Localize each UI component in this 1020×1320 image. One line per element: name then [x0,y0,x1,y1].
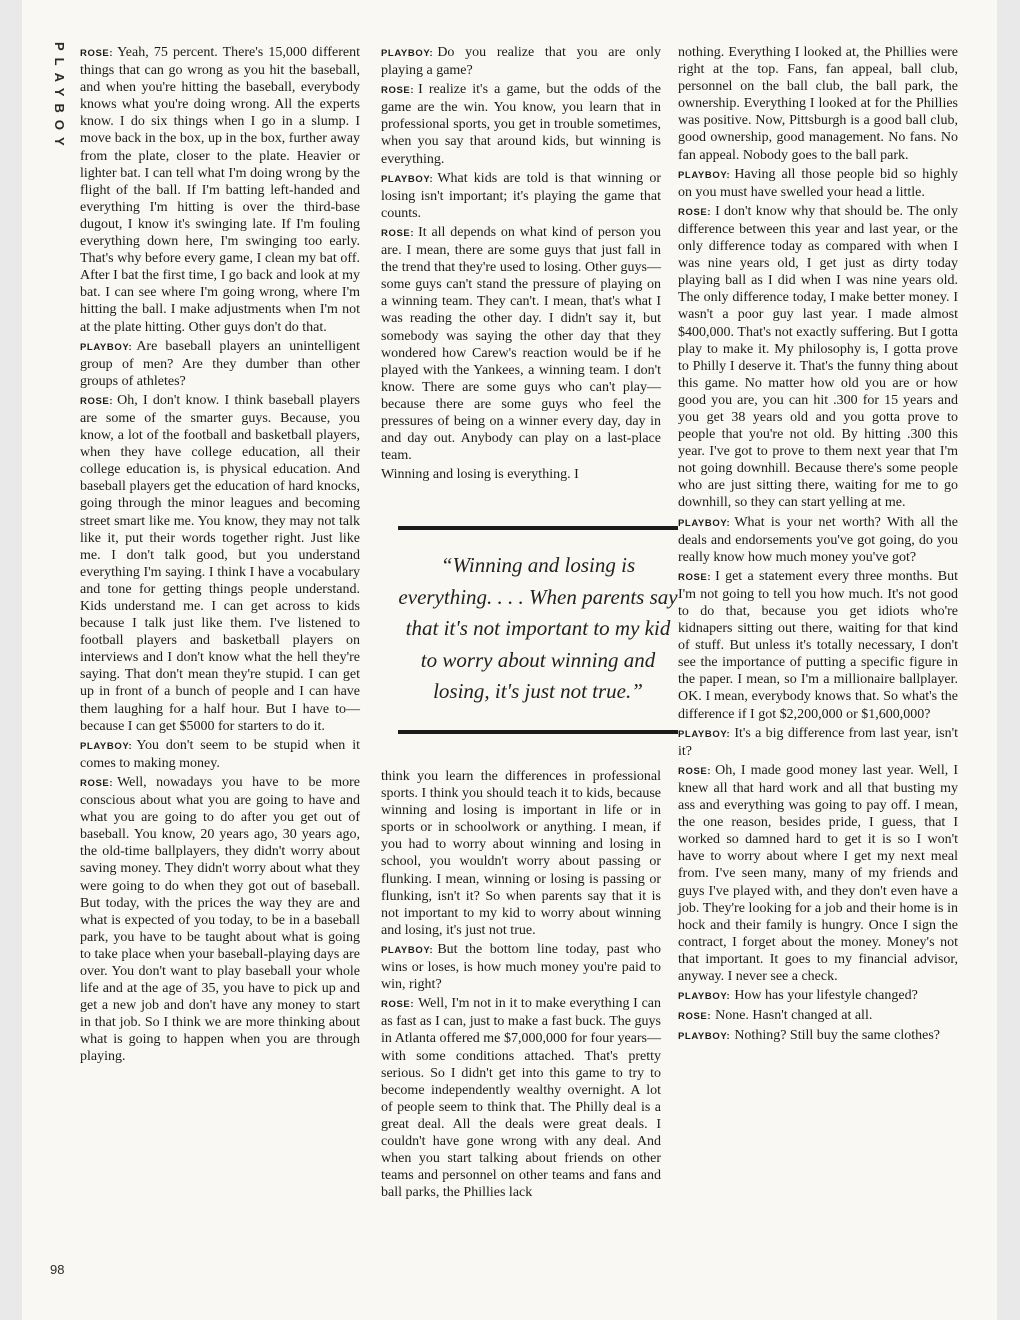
paragraph-text: How has your lifestyle changed? [734,988,918,1004]
paragraph-text: think you learn the differences in professional sports. I think you should teach it to kids, because winning and losing is important in life or in sports or in schoolwork or anything. I mean, if you had to worry about winning and losing in school, you wouldn't worry about passing or flunking. I mean, winning or losing is passing or flunking, isn't it? So when parents say that it is not important to my kid to worry about winning and losing, it's just not true. [381,769,661,938]
speaker-label: PLAYBOY: [678,1031,731,1043]
speaker-label: PLAYBOY: [678,991,731,1003]
column-2-top [381,44,661,485]
paragraph-text: Yeah, 75 percent. There's 15,000 different things that can go wrong as you hit the baseball, and when you're hitting the baseball, everybody knows what you're doing wrong. All the experts know. I do six things when I go in a slump. I move back in the box, up in the box, further away from the plate, closer to the plate. Heavier or lighter bat. I can tell what I'm doing wrong by the flight of the ball. If I'm batting left-handed and everything I'm hitting is over the third-base dugout, I know it's swinging late. If I'm fouling everything down here, I'm swinging too early. That's why before every game, I clean my bat off. After I bat the first time, I go back and look at my bat. I can see where I'm going wrong, where I'm hitting the ball. I make adjustments when I'm not at the plate hitting. Other guys don't do that. [80,45,360,335]
column-1 [80,44,360,1068]
speaker-label: ROSE: [678,1011,712,1023]
paragraph-text: It all depends on what kind of person you are. I mean, there are some guys that just fall in the trend that they're used to losing. Other guys—some guys can't stand the pressure of playing on a winning team. They can't. I mean, that's what I was reading the other day. I didn't say it, but somebody was saying the other day that they wondered how Carew's reaction would be if he played with the Yankees, a winning team. I don't know. There are some guys who can't play—because there are some guys who feel the pressures of being on a winner every day, day in and day out. Anybody can play on a last-place team. [381,224,661,464]
paragraph-text: Oh, I made good money last year. Well, I knew all that hard work and all that busting my ass and everything was going to pay off. I mean, the one reason, besides pride, I guess, that I worked so damned hard to get it is so I won't have to worry about where I get my next meal from. I've seen many, many of my friends and guys I've played with, and they don't even have a job. They're looking for a job and their home is in hock and their family is hungry. Once I sign the contract, I forget about the money. Money's not that important. It goes to my financial advisor, anyway. I never see a check. [678,762,958,984]
interview-paragraph [381,224,661,464]
paragraph-text: I get a statement every three months. But I'm not going to tell you how much. It's not good to do that, because you get idiots who're kidnapers sitting out there, waiting for that kind of stuff. But unless it's totally necessary, I don't see the importance of putting a specific figure in the paper. I mean, so I'm a millionaire ballplayer. OK. I mean, everybody knows that. So what's the difference if I got $2,200,000 or $1,600,000? [678,568,958,722]
interview-paragraph [381,170,661,222]
speaker-label: ROSE: [678,571,712,583]
interview-paragraph [80,338,360,390]
speaker-label: ROSE: [381,999,415,1011]
pull-quote-text: “Winning and losing is everything. . . . When parents say that it's not important to my kid to worry about winning and losing, it's just not true.” [398,553,678,703]
paragraph-text: Winning and losing is everything. I [381,467,579,483]
speaker-label: PLAYBOY: [80,341,133,353]
speaker-label: PLAYBOY: [678,169,731,181]
magazine-name: PLAYBOY [52,42,67,153]
interview-paragraph [381,44,661,79]
speaker-label: ROSE: [80,777,114,789]
paragraph-text: Are baseball players an unintelligent group of men? Are they dumber than other groups of athletes? [80,338,360,389]
magazine-page [22,0,997,1320]
speaker-label: PLAYBOY: [80,740,133,752]
paragraph-text: What kids are told is that winning or losing isn't important; it's playing the game that counts. [381,170,661,221]
interview-paragraph [381,941,661,993]
interview-paragraph [678,762,958,985]
interview-paragraph [678,44,958,164]
speaker-label: PLAYBOY: [381,48,434,59]
speaker-label: ROSE: [80,395,114,407]
speaker-label: PLAYBOY: [678,517,731,529]
speaker-label: PLAYBOY: [381,173,434,185]
column-3 [678,44,958,1047]
interview-paragraph [678,203,958,512]
interview-paragraph [381,768,661,939]
paragraph-text: What is your net worth? With all the deals and endorsements you've got going, do you really know how much money you've got? [678,514,958,565]
speaker-label: ROSE: [381,227,415,239]
interview-paragraph [80,44,360,336]
interview-paragraph [381,995,661,1201]
pull-quote [398,526,678,734]
paragraph-text: Having all those people bid so highly on you must have swelled your head a little. [678,166,958,200]
speaker-label: ROSE: [678,765,712,777]
interview-paragraph [678,725,958,760]
speaker-label: ROSE: [678,206,712,218]
paragraph-text: But the bottom line today, past who wins or loses, is how much money you're paid to win, right? [381,941,661,993]
interview-paragraph [678,987,958,1005]
interview-paragraph [381,466,661,483]
interview-paragraph [80,774,360,1066]
interview-paragraph [381,81,661,167]
interview-paragraph [678,1007,958,1025]
speaker-label: ROSE: [381,85,415,97]
paragraph-text: Well, nowadays you have to be more conscious about what you are going to have and what you are going to do after you get out of baseball. You know, 20 years ago, 30 years ago, the old-time ballplayers, they didn't worry about saving money. They didn't worry about what they were going to do when they got out of baseball. But today, with the prices the way they are and what is expected of you today, to be in a baseball park, you have to be taught about what is going to take place when your baseball-playing days are over. You don't want to play baseball your whole life and at the age of 35, you have to pick up and get a new job and don't have any money to start in that job. So I think we are more thinking about what is going to happen when you are through playing. [80,774,360,1065]
paragraph-text: You don't seem to be stupid when it comes to making money. [80,737,360,771]
speaker-label: PLAYBOY: [678,728,731,740]
paragraph-text: Nothing? Still buy the same clothes? [734,1028,940,1044]
paragraph-text: I realize it's a game, but the odds of the game are the win. You know, you learn that in professional sports, you get in trouble sometimes, when you say that around kids, but winning is everything. [381,82,661,167]
interview-paragraph [80,392,360,735]
speaker-label: PLAYBOY: [381,944,434,956]
paragraph-text: I don't know why that should be. The only difference between this year and last year, or the only difference today as compared with when I was nine years old, I get just as dirty today playing ball as I did when I was nine years old. The only difference today, I make better money. I wasn't a poor guy last year. I made almost $400,000. That's not exactly suffering. But I gotta play to make it. My philosophy is, I gotta prove to Philly I deserve it. That's the funny thing about this game. No matter how old you are or how good you are, you can hit .300 for 15 years and you get 38 years old and you gotta prove to people that you're not old. By hitting .300 this year. I've got to prove to them next year that I'm not going downhill. Because there's some people who are just sitting there, waiting for me to go downhill, so they can start yelling at me. [678,203,958,511]
interview-paragraph [678,166,958,201]
interview-paragraph [678,1027,958,1045]
interview-paragraph [80,737,360,772]
paragraph-text: None. Hasn't changed at all. [715,1008,873,1024]
paragraph-text: It's a big difference from last year, isn't it? [678,725,958,759]
paragraph-text: Well, I'm not in it to make everything I can as fast as I can, just to make a fast buck. The guys in Atlanta offered me $7,000,000 for four years—with some conditions attached. That's pretty serious. So I didn't get into this game to try to become independently wealthy overnight. A lot of people seem to think that. The Philly deal is a great deal. All the deals were great deals. I couldn't have gone wrong with any deal. And when you start talking about friends on other teams and personnel on other teams and fans and ball parks, the Phillies lack [381,996,661,1201]
interview-paragraph [678,514,958,566]
paragraph-text: nothing. Everything I looked at, the Phillies were right at the top. Fans, fan appeal, ball club, personnel on the ball club, the ball park, the ownership. Everything I looked at for the Phillies was positive. Now, Pittsburgh is a good ball club, good ownership, good management. No fans. No fan appeal. Nobody goes to the ball park. [678,45,958,163]
paragraph-text: Oh, I don't know. I think baseball players are some of the smarter guys. Because, you know, a lot of the football and basketball players, when they have college education, all their college education is, is physical education. And baseball players get the education of hard knocks, going through the minor leagues and becoming street smart like me. You know, they may not talk like it, put their words together right. Just like me. I don't talk good, but you understand everything I'm saying. I think I have a vocabulary and tone for getting things people understand. Kids understand me. I can get across to kids because I talk just like them. I've listened to football players and basketball players on interviews and I don't know what the hell they're saying. That don't mean they're stupid. I can get up in front of a bunch of people and I can have them laughing for a half hour. But I have to—because I can get $5000 for starters to do it. [80,392,360,734]
interview-paragraph [678,568,958,723]
speaker-label: ROSE: [80,48,114,59]
page-number: 98 [50,1262,65,1277]
column-2-bottom [381,768,661,1203]
paragraph-text: Do you realize that you are only playing a game? [381,45,661,79]
